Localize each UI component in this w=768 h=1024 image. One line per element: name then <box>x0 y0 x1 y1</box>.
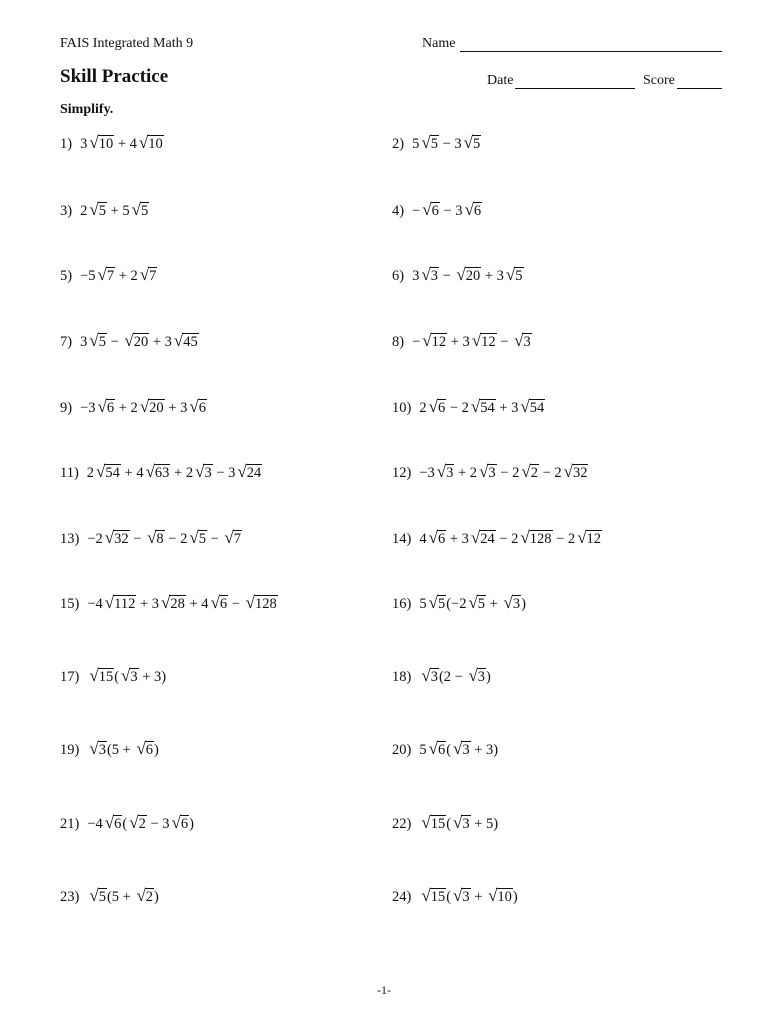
problem <box>392 886 518 907</box>
problem-expression: 3 √10 + 4 √10 <box>80 133 163 152</box>
problem <box>60 886 159 907</box>
problem <box>60 593 278 614</box>
problem-number: 24) <box>392 889 412 905</box>
problem <box>392 200 482 221</box>
name-blank-line[interactable] <box>460 51 722 52</box>
problem-number: 12) <box>392 465 412 481</box>
problem-expression: − √12 + 3 √12 − √3 <box>412 331 531 350</box>
problem-expression: 3 √3 − √20 + 3 √5 <box>412 265 523 284</box>
problem-number: 22) <box>392 816 412 832</box>
problem-number: 6) <box>392 268 405 284</box>
problem-number: 15) <box>60 596 80 612</box>
name-label: Name <box>422 36 456 51</box>
problem-number: 11) <box>60 465 79 481</box>
problem-expression: 5 √5(−2 √5 + √3) <box>419 593 526 612</box>
problem <box>392 739 498 760</box>
problem-expression: 2 √54 + 4 √63 + 2 √3 − 3 √24 <box>86 462 262 481</box>
problem <box>392 331 532 352</box>
page-title: Skill Practice <box>60 66 169 87</box>
problem <box>60 666 166 687</box>
problem-number: 1) <box>60 136 73 152</box>
problem <box>392 462 588 483</box>
course-title: FAIS Integrated Math 9 <box>60 36 194 51</box>
problem-expression: √5(5 + √2) <box>89 886 159 905</box>
problem-number: 16) <box>392 596 412 612</box>
problem-number: 21) <box>60 816 80 832</box>
problem-number: 9) <box>60 400 73 416</box>
problem <box>60 397 207 418</box>
problem <box>60 331 199 352</box>
problem <box>392 133 481 154</box>
problem-expression: 4 √6 + 3 √24 − 2 √128 − 2 √12 <box>419 528 602 547</box>
date-label: Date <box>487 73 514 88</box>
problem-expression: 5 √6( √3 + 3) <box>419 739 499 758</box>
problem <box>392 528 602 549</box>
instructions: Simplify. <box>60 102 114 117</box>
problem-expression: √15( √3 + 3) <box>89 666 167 685</box>
problem-expression: 2 √6 − 2 √54 + 3 √54 <box>419 397 545 416</box>
problem-expression: −3 √6 + 2 √20 + 3 √6 <box>80 397 206 416</box>
problem-expression: 5 √5 − 3 √5 <box>412 133 481 152</box>
problem-number: 18) <box>392 669 412 685</box>
problem-number: 8) <box>392 334 405 350</box>
problem-number: 2) <box>392 136 405 152</box>
problem <box>392 593 526 614</box>
problem-number: 17) <box>60 669 80 685</box>
problem <box>60 133 164 154</box>
problem-expression: −2 √32 − √8 − 2 √5 − √7 <box>87 528 241 547</box>
problem-expression: √15( √3 + √10) <box>421 886 518 905</box>
problem <box>60 200 149 221</box>
problem-expression: 3 √5 − √20 + 3 √45 <box>80 331 198 350</box>
problem-expression: − √6 − 3 √6 <box>412 200 482 219</box>
problem-number: 5) <box>60 268 73 284</box>
problem-expression: −3 √3 + 2 √3 − 2 √2 − 2 √32 <box>419 462 588 481</box>
problem-expression: −4 √6( √2 − 3 √6) <box>87 813 194 832</box>
problem-expression: −5 √7 + 2 √7 <box>80 265 157 284</box>
problem-expression: √3(5 + √6) <box>89 739 159 758</box>
problem <box>392 265 524 286</box>
problem-number: 7) <box>60 334 73 350</box>
problem-number: 10) <box>392 400 412 416</box>
page-number: -1- <box>377 983 391 997</box>
problem-number: 14) <box>392 531 412 547</box>
problem-number: 3) <box>60 203 73 219</box>
score-blank-line[interactable] <box>677 88 722 89</box>
problem <box>392 813 498 834</box>
problem <box>392 397 545 418</box>
problem-number: 23) <box>60 889 80 905</box>
problem-number: 19) <box>60 742 80 758</box>
problem <box>60 528 242 549</box>
problem <box>60 739 159 760</box>
date-blank-line[interactable] <box>515 88 635 89</box>
problem-number: 4) <box>392 203 405 219</box>
problem <box>60 813 194 834</box>
problem-expression: √15( √3 + 5) <box>421 813 499 832</box>
problem <box>392 666 491 687</box>
problem <box>60 265 157 286</box>
score-label: Score <box>643 73 675 88</box>
problem-number: 20) <box>392 742 412 758</box>
problem-number: 13) <box>60 531 80 547</box>
problem-expression: −4 √112 + 3 √28 + 4 √6 − √128 <box>87 593 277 612</box>
problem-expression: √3(2 − √3) <box>421 666 491 685</box>
problem-expression: 2 √5 + 5 √5 <box>80 200 149 219</box>
problem <box>60 462 262 483</box>
